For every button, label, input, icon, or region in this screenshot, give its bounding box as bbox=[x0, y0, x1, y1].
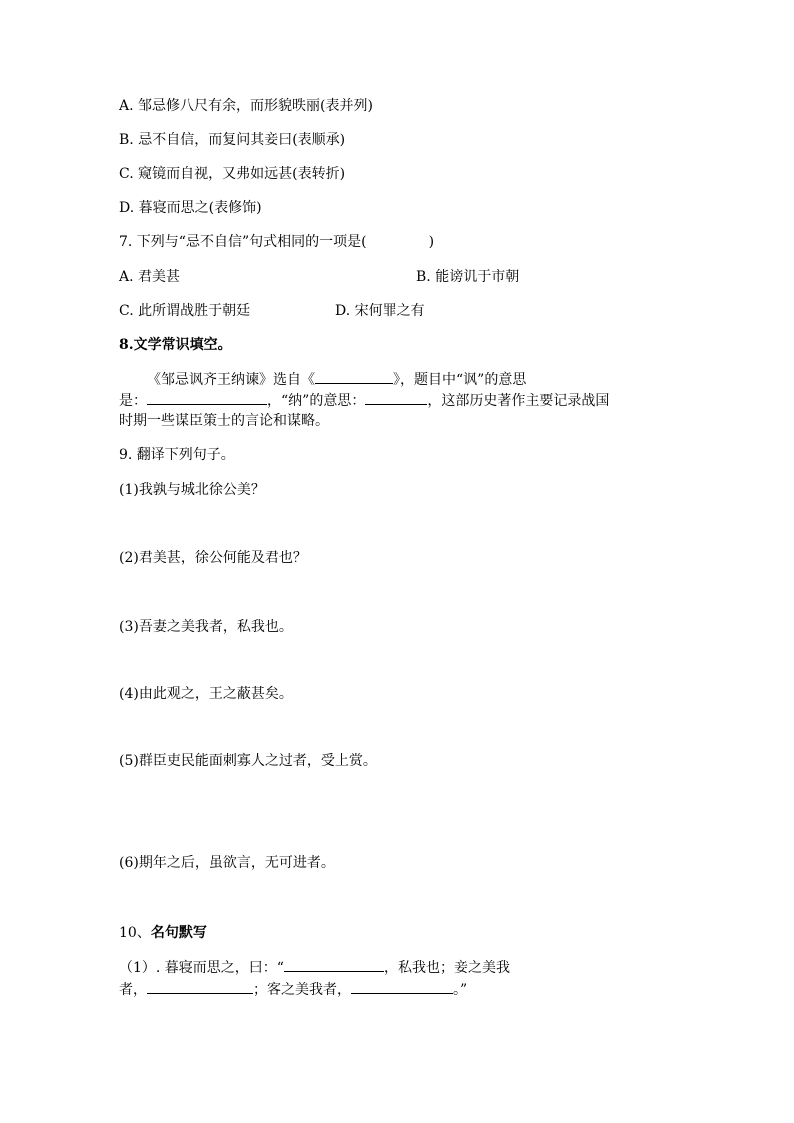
q8-text-3: 是： bbox=[119, 393, 147, 409]
q8-text-4: ，“纳”的意思： bbox=[267, 393, 366, 409]
q7-stem-text: 7. 下列与“忌不自信”句式相同的一项是( bbox=[119, 234, 367, 250]
q8-line3: 时期一些谋臣策士的言论和谋略。 bbox=[119, 413, 329, 429]
q8-title: 8.文学常识填空。 bbox=[119, 337, 232, 353]
q8-line1 bbox=[147, 369, 526, 390]
q10-text-2b: ；客之美我者， bbox=[253, 982, 351, 998]
q10-line2 bbox=[119, 979, 467, 1000]
q8-blank-source bbox=[315, 369, 393, 384]
q8-text-1: 《邹忌讽齐王纳谏》选自《 bbox=[147, 372, 315, 388]
q10-blank-1 bbox=[284, 957, 384, 972]
q8-blank-feng bbox=[147, 390, 267, 405]
q9-sentence-3: (3)吾妻之美我者，私我也。 bbox=[119, 619, 293, 635]
q9-title: 9. 翻译下列句子。 bbox=[119, 447, 235, 463]
q9-sentence-1: (1)我孰与城北徐公美？ bbox=[119, 482, 265, 498]
q9-sentence-6: (6)期年之后，虽欲言，无可进者。 bbox=[119, 855, 335, 871]
q9-sentence-4: (4)由此观之，王之蔽甚矣。 bbox=[119, 686, 293, 702]
q8-blank-na bbox=[365, 390, 427, 405]
q9-sentence-5: (5)群臣吏民能面刺寡人之过者，受上赏。 bbox=[119, 753, 377, 769]
q10-text-2c: 。” bbox=[453, 982, 468, 998]
q10-title bbox=[119, 923, 207, 943]
q6-option-b: B. 忌不自信，而复问其妾曰(表顺承) bbox=[119, 132, 346, 148]
q10-title-num: 10、 bbox=[119, 925, 151, 941]
q10-title-text: 名句默写 bbox=[150, 925, 207, 941]
q10-blank-3 bbox=[351, 979, 453, 994]
q10-text-1a: （1）. 暮寝而思之，曰：“ bbox=[119, 960, 284, 976]
q6-option-a: A. 邹忌修八尺有余，而形貌昳丽(表并列) bbox=[119, 98, 373, 114]
q8-text-2: 》，题目中“讽”的意思 bbox=[393, 372, 527, 388]
q10-text-1b: ，私我也；妾之美我 bbox=[383, 960, 510, 976]
q7-stem-close: ) bbox=[428, 234, 435, 250]
q7-option-b: B. 能谤讥于市朝 bbox=[416, 269, 520, 285]
q8-line2 bbox=[119, 390, 609, 411]
q6-option-d: D. 暮寝而思之(表修饰) bbox=[119, 200, 262, 216]
q6-option-c: C. 窥镜而自视，又弗如远甚(表转折) bbox=[119, 166, 346, 182]
q10-line1 bbox=[119, 957, 510, 978]
q7-option-d: D. 宋何罪之有 bbox=[335, 303, 425, 319]
q10-blank-2 bbox=[147, 979, 253, 994]
q7-stem bbox=[119, 232, 434, 252]
q10-text-2a: 者， bbox=[119, 982, 147, 998]
q9-sentence-2: (2)君美甚，徐公何能及君也？ bbox=[119, 550, 307, 566]
q7-option-c: C. 此所谓战胜于朝廷 bbox=[119, 303, 251, 319]
q7-option-a: A. 君美甚 bbox=[119, 269, 181, 285]
q8-text-5: ，这部历史著作主要记录战国 bbox=[427, 393, 610, 409]
